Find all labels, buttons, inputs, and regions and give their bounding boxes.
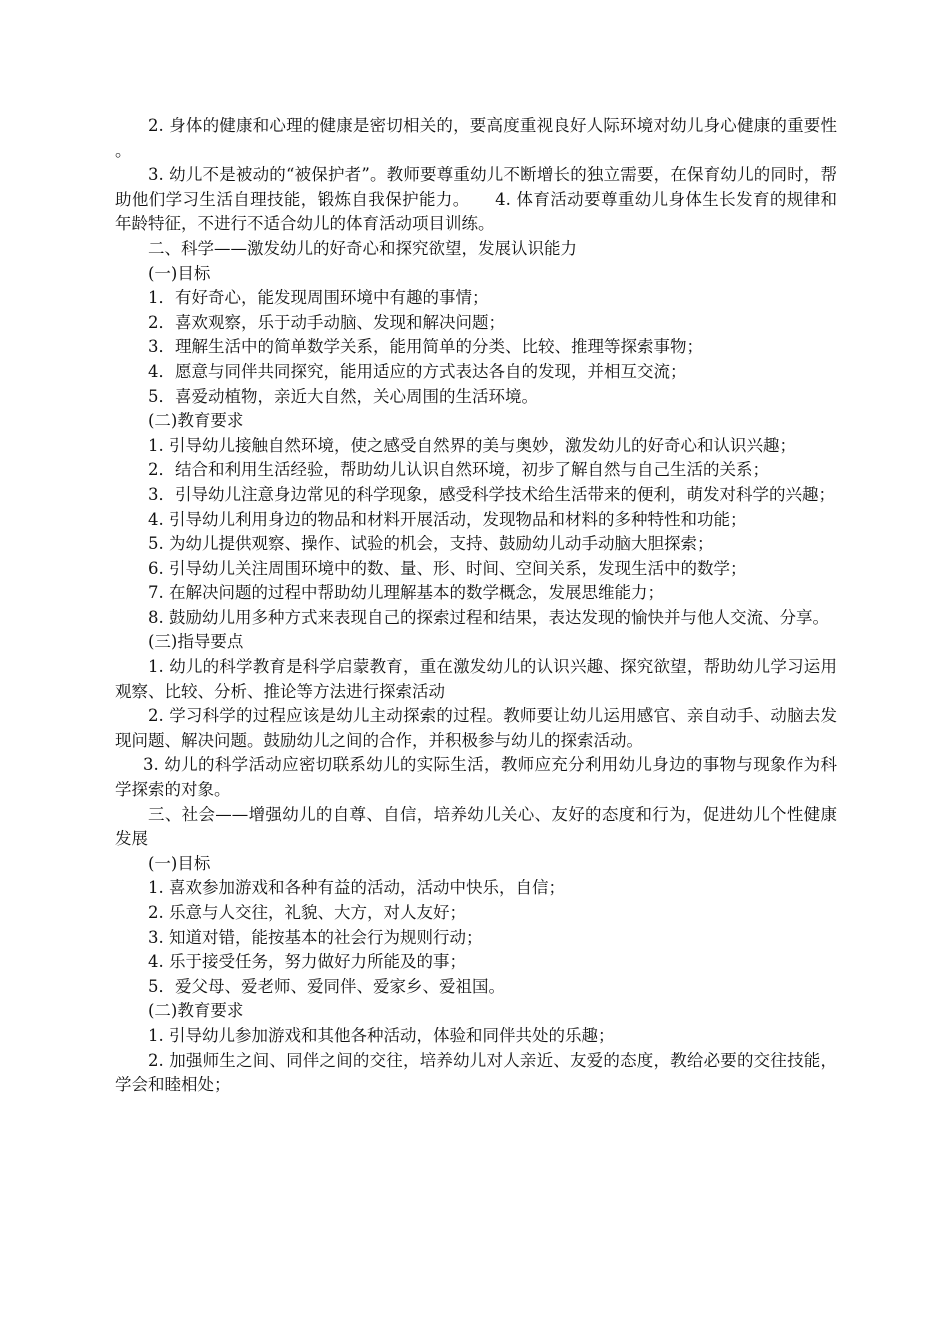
- subsection-heading: (一)目标: [148, 853, 211, 873]
- list-item: 4. 引导幼儿利用身边的物品和材料开展活动，发现物品和材料的多种特性和功能；: [148, 509, 747, 529]
- list-item: 8. 鼓励幼儿用多种方式来表现自己的探索过程和结果，表达发现的愉快并与他人交流、分享。: [148, 607, 829, 627]
- section-heading: 二、科学——激发幼儿的好奇心和探究欲望，发展认识能力: [148, 238, 577, 258]
- list-item: 5．喜爱动植物，亲近大自然，关心周围的生活环境。: [148, 386, 538, 406]
- list-item: 2. 乐意与人交往，礼貌、大方，对人友好；: [148, 903, 466, 922]
- list-item: 2．喜欢观察，乐于动手动脑、发现和解决问题；: [148, 312, 505, 332]
- list-item: 3．理解生活中的简单数学关系，能用简单的分类、比较、推理等探索事物；: [148, 337, 703, 357]
- list-item: 1. 引导幼儿参加游戏和其他各种活动，体验和同伴共处的乐趣；: [148, 1025, 615, 1045]
- list-item: 2. 学习科学的过程应该是幼儿主动探索的过程。教师要让幼儿运用感官、亲自动手、动脑去发现问题、解决问题。鼓励幼儿之间的合作，并积极参与幼儿的探索活动。: [115, 706, 837, 750]
- list-item: 1. 幼儿的科学教育是科学启蒙教育，重在激发幼儿的认识兴趣、探究欲望，帮助幼儿学习运用观察、比较、分析、推论等方法进行探索活动: [115, 657, 837, 701]
- list-item: 3. 知道对错，能按基本的社会行为规则行动；: [148, 927, 483, 947]
- list-item: 4．愿意与同伴共同探究，能用适应的方式表达各自的发现，并相互交流；: [148, 361, 687, 381]
- list-item: 1. 喜欢参加游戏和各种有益的活动，活动中快乐，自信；: [148, 878, 565, 898]
- list-item: 7. 在解决问题的过程中帮助幼儿理解基本的数学概念，发展思维能力；: [148, 583, 664, 603]
- list-item: 5. 为幼儿提供观察、操作、试验的机会，支持、鼓励幼儿动手动脑大胆探索；: [148, 534, 714, 554]
- list-item: 3. 幼儿的科学活动应密切联系幼儿的实际生活，教师应充分利用幼儿身边的事物与现象作为科学探索的对象。: [115, 755, 837, 800]
- subsection-heading: (三)指导要点: [148, 632, 244, 652]
- list-item: 6. 引导幼儿关注周围环境中的数、量、形、时间、空间关系，发现生活中的数学；: [148, 558, 747, 578]
- list-item: 3．引导幼儿注意身边常见的科学现象，感受科学技术给生活带来的便利，萌发对科学的兴趣；: [148, 484, 835, 504]
- document-page: [115, 114, 837, 1098]
- subsection-heading: (二)教育要求: [148, 411, 244, 431]
- list-item: 1. 引导幼儿接触自然环境，使之感受自然界的美与奥妙，激发幼儿的好奇心和认识兴趣；: [148, 435, 796, 455]
- subsection-heading: (一)目标: [148, 263, 211, 283]
- section-heading: 三、社会——增强幼儿的自尊、自信，培养幼儿关心、友好的态度和行为，促进幼儿个性健康发展: [115, 804, 837, 849]
- paragraph: 2. 身体的健康和心理的健康是密切相关的，要高度重视良好人际环境对幼儿身心健康的重要性。: [115, 116, 837, 160]
- paragraph: 3. 幼儿不是被动的“被保护者”。教师要尊重幼儿不断增长的独立需要，在保育幼儿的同时，帮助他们学习生活自理技能，锻炼自我保护能力。 4. 体育活动要尊重幼儿身体生长发育的规律和年龄特征，不进行不适合幼儿的体育活动项目训练。: [115, 165, 837, 234]
- list-item: 4. 乐于接受任务，努力做好力所能及的事；: [148, 952, 466, 972]
- subsection-heading: (二)教育要求: [148, 1001, 244, 1021]
- list-item: 1．有好奇心，能发现周围环境中有趣的事情；: [148, 288, 489, 308]
- list-item: 5．爱父母、爱老师、爱同伴、爱家乡、爱祖国。: [148, 976, 505, 996]
- list-item: 2．结合和利用生活经验，帮助幼儿认识自然环境，初步了解自然与自己生活的关系；: [148, 460, 769, 480]
- list-item: 2. 加强师生之间、同伴之间的交往，培养幼儿对人亲近、友爱的态度，教给必要的交往技能，学会和睦相处；: [115, 1050, 837, 1095]
